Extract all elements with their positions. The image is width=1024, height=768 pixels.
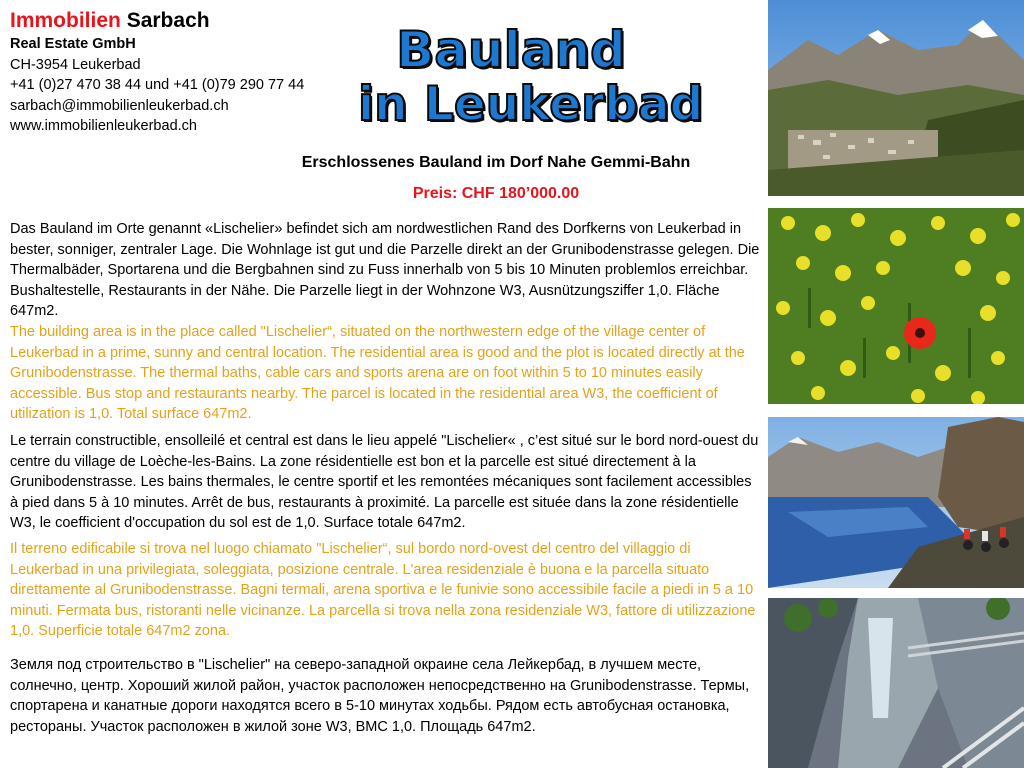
photo-lake-bikers <box>768 417 1024 588</box>
agency-company: Real Estate GmbH <box>10 36 136 52</box>
subtitle: Erschlossenes Bauland im Dorf Nahe Gemmi-Bahn <box>301 154 691 171</box>
agency-phones: +41 (0)27 470 38 44 und +41 (0)79 290 77 44 <box>10 77 305 93</box>
description-italian: Il terreno edificabile si trova nel luogo chiamato "Lischelier“, sul bordo nord-ovest del centro del villaggio di Leukerbad in una privilegiata, soleggiata, posizione centrale. L'area residenziale è buona e la parcella situato direttamente al Grunibodenstrasse. Bagni termali, arena sportiva e le funivie sono accessibile facile a piedi in 5 a 10 minuti. Fermata bus, ristoranti nelle vicinanze. La parcella si trova nella zona residenziale W3, fattore di utilizzazione 1,0. Superficie totale 647m2 zona. <box>10 541 756 639</box>
hero-title-line2: in Leukerbad <box>358 77 704 132</box>
photo-gorge-walkway <box>768 598 1024 768</box>
description-english: The building area is in the place called "Lischelier“, situated on the northwestern edge of the village center of Leukerbad in a prime, sunny and central location. The residential area is good and the plot is located directly at the Grunibodenstrasse. The thermal baths, cable cars and sports arena are on foot within 5 to 10 minutes easily accessible. Bus stop and restaurants nearby. The parcel is located in the residential area W3, the coefficient of utilization is 1,0. Total surface 647m2. <box>10 324 745 422</box>
hero-title <box>358 20 704 134</box>
description-russian: Земля под строительство в "Lischelier" на северо-западной окраине села Лейкербад, в лучшем месте, солнечно, центр. Хороший жилой район, участок расположен непосредственно на Grunibodenstrasse. Термы, спортарена и канатные дороги находятся всего в 5-10 минутах ходьбы. Рядом есть автобусная остановка, рестораны. Участок расположен в жилой зоне W3, BMC 1,0. Площадь 647m2. <box>10 657 750 735</box>
agency-header <box>10 8 350 137</box>
photo-village-mountains <box>768 0 1024 196</box>
price: Preis: CHF 180’000.00 <box>412 185 580 202</box>
agency-website[interactable]: www.immobilienleukerbad.ch <box>10 118 197 134</box>
agency-email[interactable]: sarbach@immobilienleukerbad.ch <box>10 97 229 114</box>
agency-name <box>10 8 350 34</box>
description-french: Le terrain constructible, ensolleilé et central est dans le lieu appelé "Lischelier« , c’est situé sur le bord nord-ouest du centre du village de Loèche-les-Bains. La zone résidentielle est bon et la parcelle est situé directement à la Grunibodenstrasse. Les bains thermales, le centre sportif et les remontées mécaniques sont facilement accessibles à pied dans 5 à 10 minutes. Arrêt de bus, restaurants à proximité. La parcelle est située dans la zone résidentielle W3, le coefficient d'occupation du sol est de 1,0. Surface totale 647m2. <box>10 433 759 531</box>
hero-title-line1: Bauland <box>396 21 626 79</box>
agency-address: CH-3954 Leukerbad <box>10 56 141 73</box>
photo-flower-field <box>768 208 1024 404</box>
agency-name-black: Sarbach <box>126 9 210 32</box>
description-german: Das Bauland im Orte genannt «Lischelier» befindet sich am nordwestlichen Rand des Dorfkerns von Leukerbad in bester, sonniger, zentraler Lage. Die Wohnlage ist gut und die Parzelle direkt an der Grunibodenstrasse gelegen. Die Thermalbäder, Sportarena und die Bergbahnen sind zu Fuss innerhalb von 5 bis 10 Minuten problemlos erreichbar. Bushaltestelle, Restaurants in der Nähe. Die Parzelle liegt in der Wohnzone W3, Ausnützungsziffer 1,0. Fläche 647m2. <box>10 221 760 319</box>
agency-name-red: Immobilien <box>10 9 121 32</box>
